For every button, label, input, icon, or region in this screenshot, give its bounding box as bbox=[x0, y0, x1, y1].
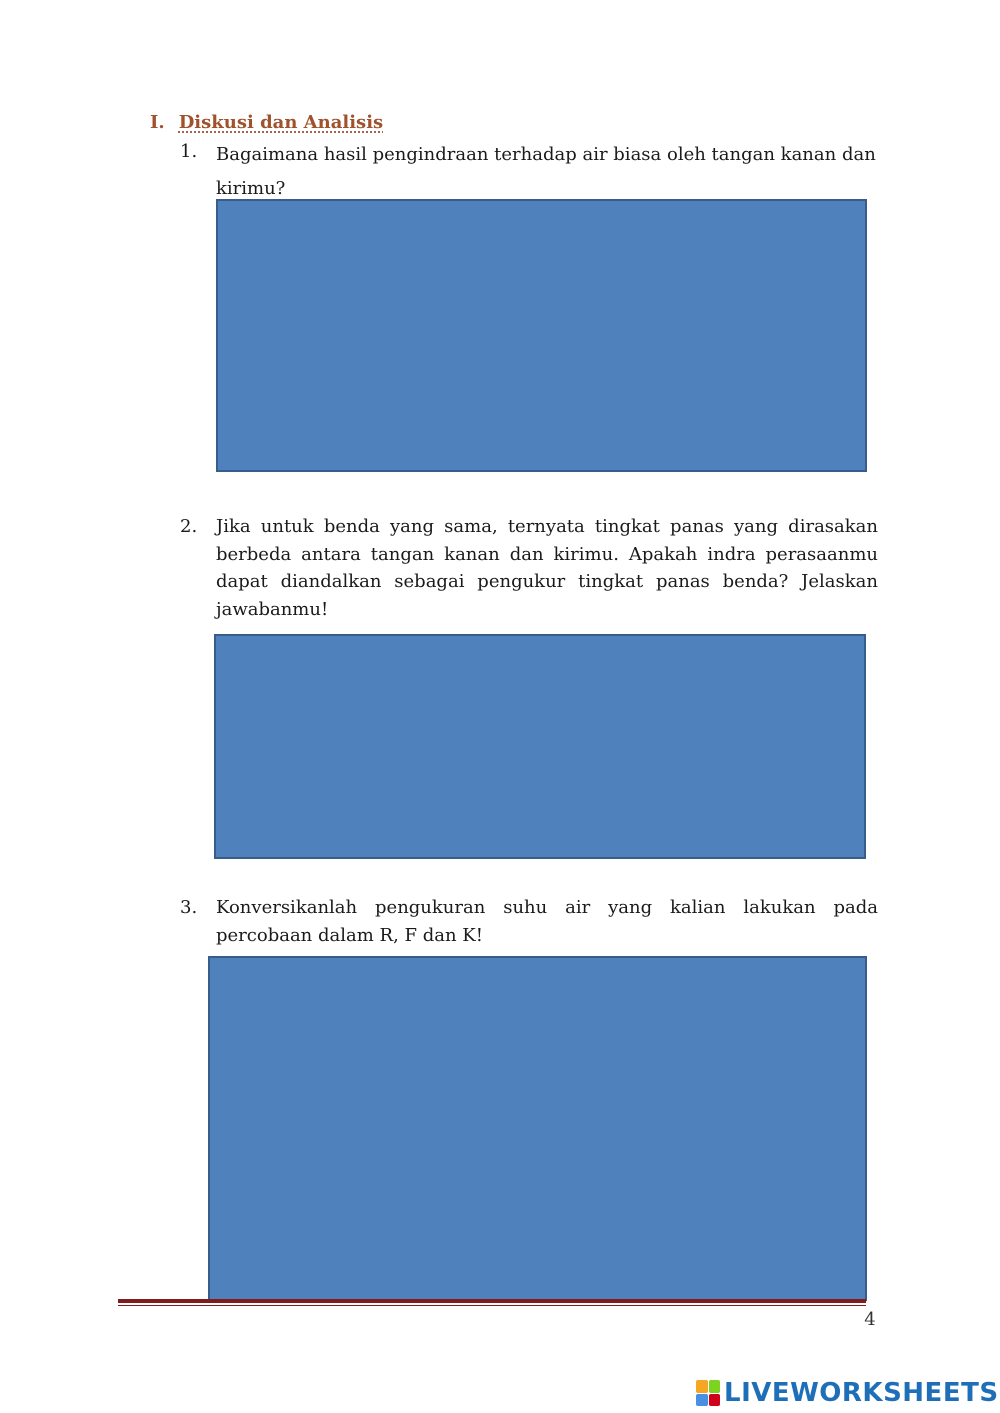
brand-name: LIVEWORKSHEETS bbox=[724, 1378, 999, 1408]
question-2 bbox=[180, 513, 878, 623]
footer-divider bbox=[118, 1299, 866, 1303]
logo-tile bbox=[696, 1380, 708, 1393]
question-text: Bagaimana hasil pengindraan terhadap air biasa oleh tangan kanan dan kirimu? bbox=[216, 144, 876, 199]
question-number: 3. bbox=[180, 897, 198, 918]
section-roman-numeral: I. bbox=[150, 112, 165, 133]
section-heading bbox=[150, 112, 383, 133]
logo-tile bbox=[709, 1394, 721, 1407]
answer-box-3[interactable] bbox=[208, 956, 867, 1301]
question-3 bbox=[180, 894, 878, 949]
logo-tile bbox=[696, 1394, 708, 1407]
question-text: Konversikanlah pengukuran suhu air yang kalian lakukan pada percobaan dalam R, F dan K! bbox=[216, 897, 878, 946]
question-number: 1. bbox=[180, 141, 198, 162]
answer-box-2[interactable] bbox=[214, 634, 866, 859]
logo-tile bbox=[709, 1380, 721, 1393]
question-text: Jika untuk benda yang sama, ternyata tingkat panas yang dirasakan berbeda antara tangan kanan dan kirimu. Apakah indra perasaanmu dapat diandalkan sebagai pengukur tingkat panas benda? Jelaskan jawabanmu! bbox=[216, 516, 878, 620]
liveworksheets-brand bbox=[696, 1378, 999, 1408]
liveworksheets-logo-icon bbox=[696, 1380, 720, 1406]
section-title: Diskusi dan Analisis bbox=[178, 112, 384, 133]
answer-box-1[interactable] bbox=[216, 199, 867, 472]
footer-divider-thin bbox=[118, 1305, 866, 1306]
question-1 bbox=[180, 138, 878, 206]
question-number: 2. bbox=[180, 516, 198, 537]
page-number: 4 bbox=[864, 1309, 876, 1330]
